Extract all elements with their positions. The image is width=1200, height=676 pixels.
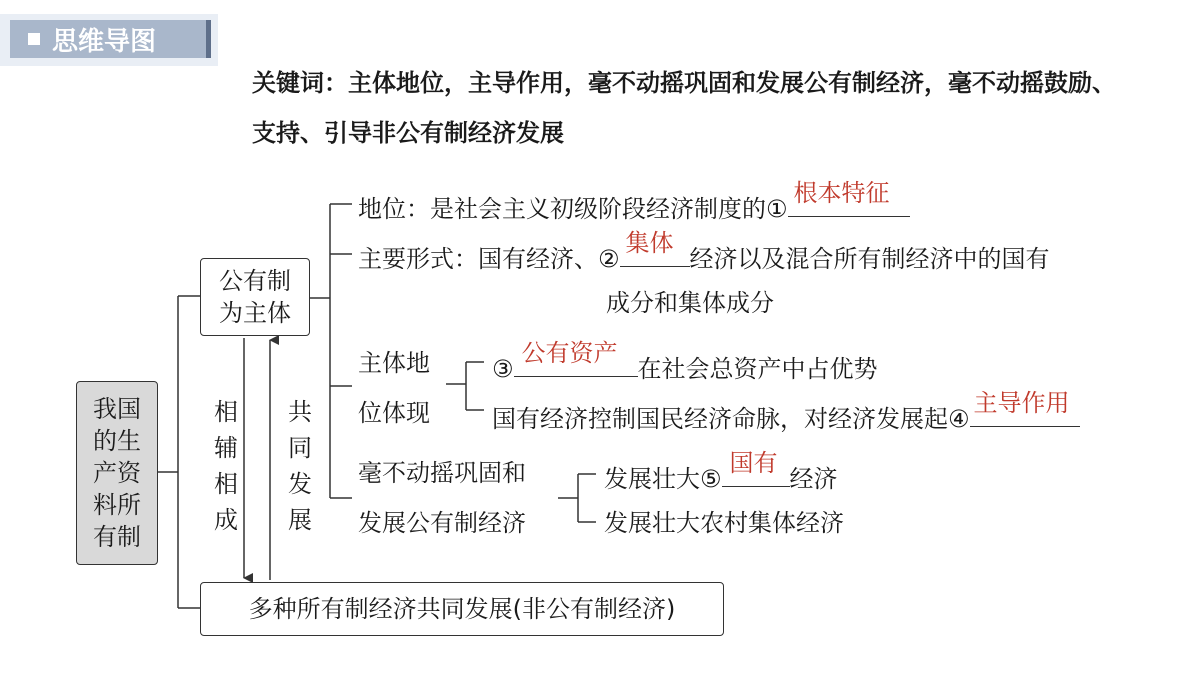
relation-left-label — [212, 394, 240, 538]
form-branch — [358, 229, 1050, 274]
public-ownership-node — [200, 258, 310, 336]
embody-item-1 — [492, 339, 878, 384]
embody-item1-blank — [514, 339, 638, 377]
status-answer: 根本特征 — [793, 179, 890, 207]
embody-item1-answer: 公有资产 — [521, 339, 618, 367]
relation-char: 成 — [214, 506, 238, 534]
embody-item2-answer: 主导作用 — [973, 389, 1070, 417]
embody-label-1: 主体地 — [358, 349, 430, 377]
relation-right-label — [286, 394, 314, 538]
develop-item-2: 发展壮大农村集体经济 — [604, 509, 844, 537]
relation-char: 相 — [214, 398, 238, 426]
embody-label-2: 位体现 — [358, 399, 430, 427]
form-text-c: 成分和集体成分 — [606, 289, 774, 317]
multi-ownership-node: 多种所有制经济共同发展(非公有制经济) — [200, 582, 724, 636]
embody-item2-text: 国有经济控制国民经济命脉，对经济发展起④ — [492, 405, 970, 433]
develop-item1-suffix: 经济 — [789, 465, 838, 493]
relation-char: 同 — [288, 434, 312, 462]
status-blank — [788, 179, 910, 217]
form-text-b: 经济以及混合所有制经济中的国有 — [689, 245, 1050, 273]
status-branch — [358, 179, 910, 224]
develop-item1-prefix: 发展壮大⑤ — [604, 465, 722, 493]
embody-item1-prefix: ③ — [492, 355, 514, 383]
root-line: 有制 — [93, 523, 141, 551]
section-title: 思维导图 — [52, 26, 157, 57]
form-blank — [620, 229, 690, 267]
develop-item-1 — [604, 449, 838, 494]
form-text-a: 主要形式：国有经济、② — [358, 245, 620, 273]
form-answer: 集体 — [625, 229, 674, 257]
relation-char: 发 — [288, 470, 312, 498]
develop-label-2: 发展公有制经济 — [358, 509, 526, 537]
relation-char: 展 — [288, 506, 312, 534]
relation-char: 相 — [214, 470, 238, 498]
relation-char: 共 — [288, 398, 312, 426]
develop-item1-blank — [722, 449, 790, 487]
root-line: 的生 — [93, 427, 141, 455]
embody-item-2 — [492, 389, 1080, 434]
root-line: 我国 — [93, 395, 141, 423]
embody-item2-blank — [970, 389, 1080, 427]
public-line: 为主体 — [219, 299, 291, 327]
develop-item1-answer: 国有 — [729, 449, 778, 477]
embody-item1-suffix: 在社会总资产中占优势 — [637, 355, 878, 383]
root-line: 产资 — [93, 459, 141, 487]
develop-label-1: 毫不动摇巩固和 — [358, 459, 526, 487]
root-node — [76, 381, 158, 565]
public-line: 公有制 — [219, 267, 291, 295]
relation-char: 辅 — [214, 434, 238, 462]
root-line: 料所 — [93, 491, 141, 519]
status-text: 地位：是社会主义初级阶段经济制度的① — [358, 195, 788, 223]
keywords-paragraph: 关键词：主体地位，主导作用，毫不动摇巩固和发展公有制经济，毫不动摇鼓励、支持、引导非公有制经济发展 — [252, 69, 1116, 147]
